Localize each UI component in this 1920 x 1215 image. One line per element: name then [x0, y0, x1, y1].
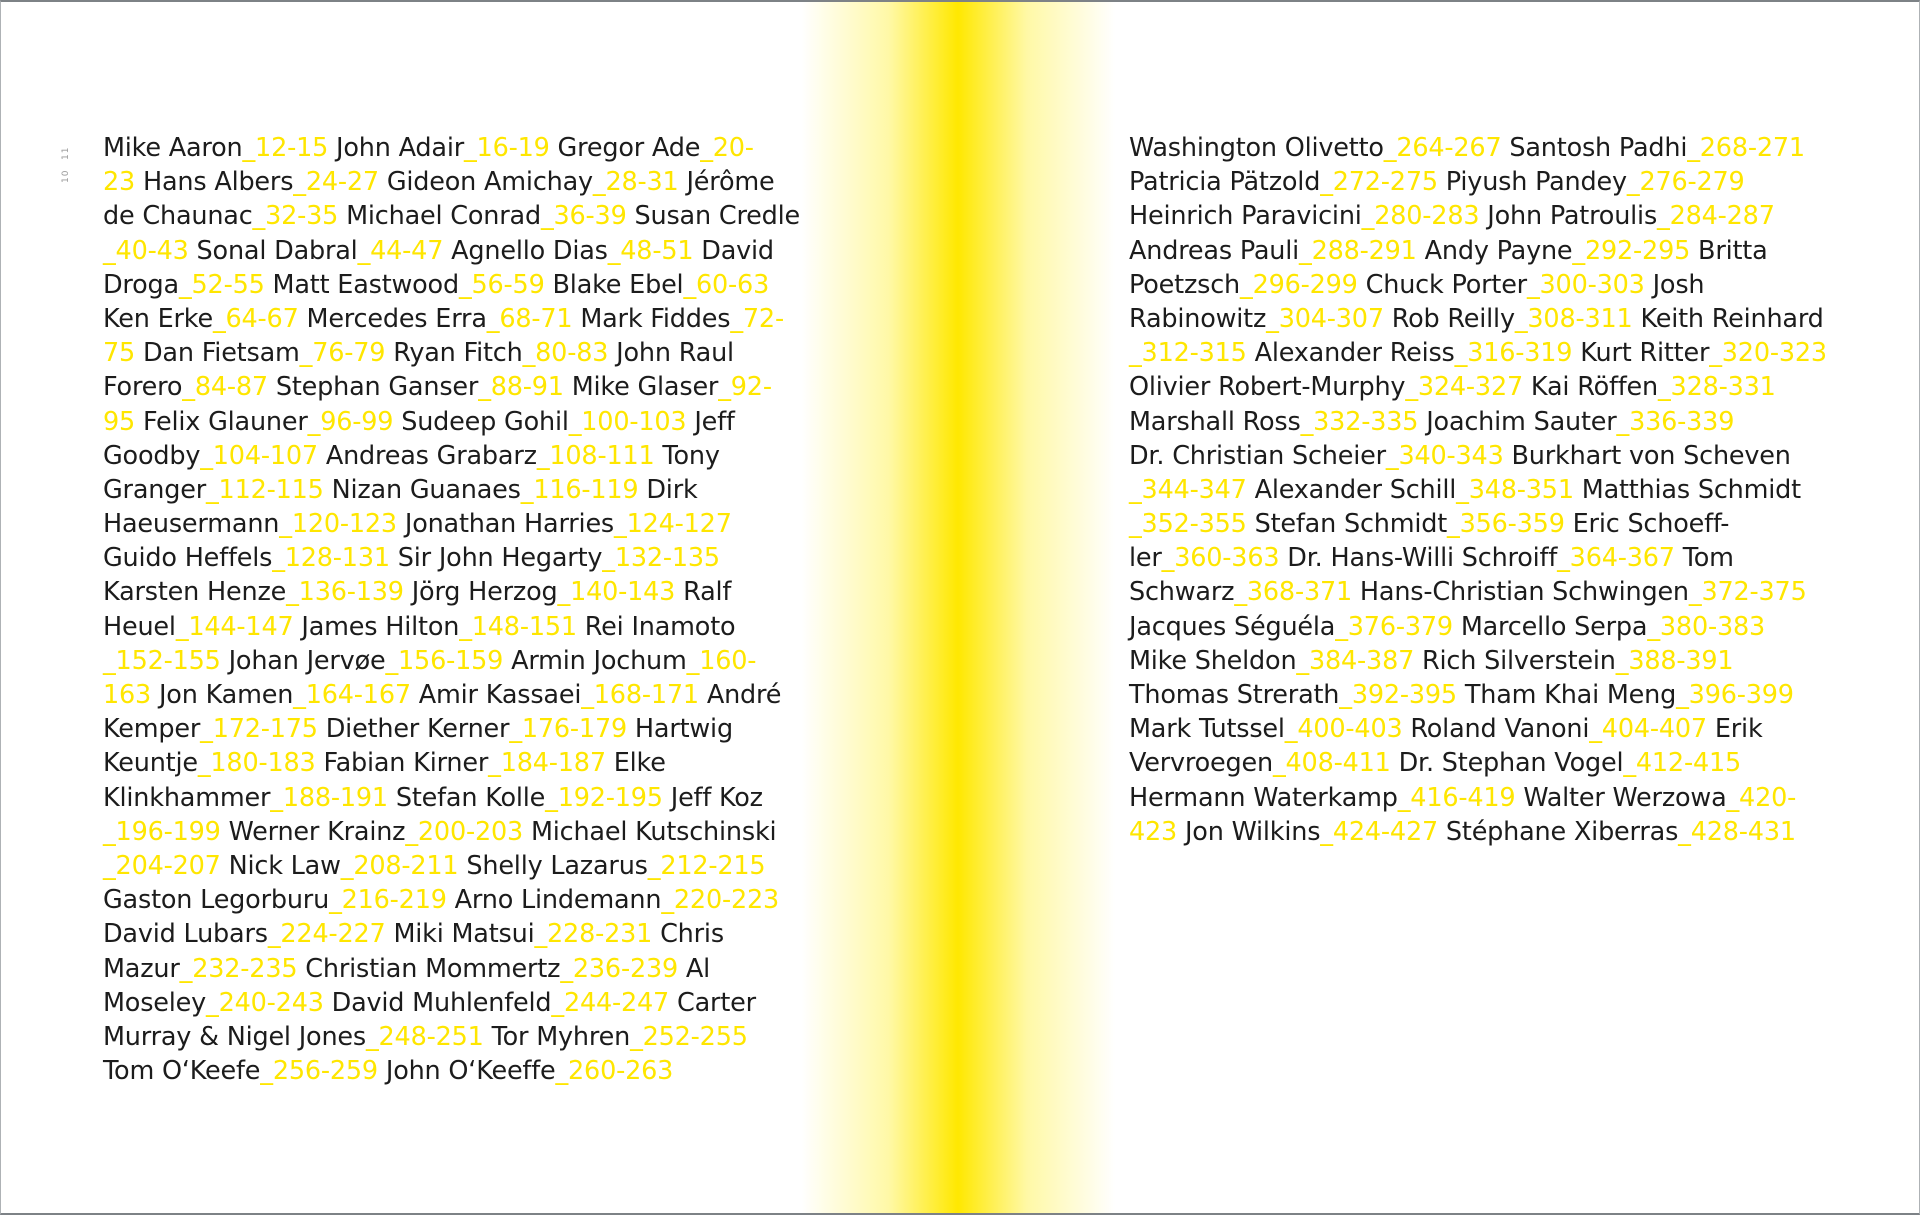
contributor-name: Rabinowitz	[1129, 303, 1267, 334]
contributor-name: Ken Erke	[103, 303, 213, 334]
contributor-name: Murray & Nigel Jones	[103, 1021, 366, 1052]
contributor-name: Diether Kerner	[317, 714, 510, 745]
left-index-line	[103, 131, 793, 165]
contributor-name: Christian Mommertz	[297, 953, 561, 984]
page-range: _348-351	[1456, 474, 1574, 505]
right-index-line	[1129, 678, 1829, 712]
contributor-name: John Patroulis	[1479, 201, 1658, 232]
page-range: _228-231	[534, 919, 653, 950]
contributor-name: Mike Sheldon	[1129, 645, 1297, 676]
page-number-right: 11	[61, 146, 71, 160]
page-folio	[61, 136, 75, 186]
contributor-name: Marshall Ross	[1129, 406, 1301, 437]
yellow-gutter-gradient	[801, 2, 1115, 1213]
contributor-name: Armin Jochum	[503, 645, 687, 676]
page-range: _96-99	[307, 406, 394, 437]
page-range: _16-19	[464, 133, 550, 163]
page-range: _40-43	[103, 235, 189, 266]
contributor-name: Guido Heffels	[103, 543, 273, 574]
right-index-line	[1129, 302, 1829, 336]
contributor-name: Mike Aaron	[103, 133, 243, 163]
contributor-name: Ryan Fitch	[385, 338, 523, 369]
contributor-name: Alexander Schill	[1246, 474, 1457, 505]
contributor-name: Shelly Lazarus	[458, 850, 648, 881]
page-range: _64-67	[212, 303, 299, 334]
page-range: _92-	[718, 372, 772, 403]
contributor-name: Vervroegen	[1129, 748, 1273, 779]
contributor-name: Ralf	[675, 577, 732, 608]
contributor-name: Sudeep Gohil	[393, 406, 569, 437]
page-range: _144-147	[175, 611, 294, 642]
page-range: _200-203	[405, 816, 524, 847]
contributor-name: Heuel	[103, 611, 176, 642]
contributor-name: Alexander Reiss	[1246, 338, 1455, 369]
page-range: _408-411	[1272, 748, 1391, 779]
page-range: _48-51	[607, 235, 694, 266]
page-range: _324-327	[1405, 372, 1524, 403]
page-range: _124-127	[614, 509, 732, 540]
contributor-name: Josh	[1644, 269, 1705, 300]
contributor-name: Kemper	[103, 714, 201, 745]
page-range: _368-371	[1234, 577, 1353, 608]
contributor-name: John Raul	[608, 338, 734, 369]
page-range: _160-	[686, 645, 757, 676]
page-range: _44-47	[357, 235, 444, 266]
contributor-name: Jon Wilkins	[1177, 816, 1321, 847]
contributor-name: Rei Inamoto	[576, 611, 736, 642]
page-range: _332-335	[1300, 406, 1419, 437]
page-range: _392-395	[1339, 680, 1457, 710]
contributor-name: Kai Röffen	[1523, 372, 1658, 403]
page-range: _56-59	[458, 269, 545, 300]
contributor-name: Fabian Kirner	[315, 748, 489, 779]
page-range: _344-347	[1129, 474, 1247, 505]
contributor-name: Stefan Kolle	[387, 782, 546, 813]
page-range: _72-	[730, 303, 784, 334]
contributor-name: Sonal Dabral	[188, 235, 358, 266]
contributor-name: Michael Conrad	[338, 201, 541, 232]
contributor-name: Dr. Hans-Willi Schroiff	[1279, 543, 1558, 574]
page-range: _248-251	[365, 1021, 484, 1052]
contributor-name: Susan Credle	[626, 201, 801, 232]
contributor-name: Andreas Grabarz	[317, 440, 537, 471]
left-index-line	[103, 165, 793, 199]
contributor-name: Moseley	[103, 987, 207, 1018]
contributor-name: Tham Khai Meng	[1456, 680, 1677, 710]
left-index-line	[103, 336, 793, 370]
contributor-name: Werner Krainz	[220, 816, 406, 847]
contributor-name: Patricia Pätzold	[1129, 167, 1321, 198]
right-index-line	[1129, 781, 1829, 815]
page-range: _176-179	[509, 714, 628, 745]
contributor-name: Poetzsch	[1129, 269, 1241, 300]
contributor-name: Nick Law	[220, 850, 341, 881]
page-range: _224-227	[267, 919, 386, 950]
contributor-name: Tom	[1674, 543, 1734, 574]
page-range: _312-315	[1129, 338, 1247, 369]
page-range: _152-155	[103, 645, 221, 676]
right-index-line	[1129, 610, 1829, 644]
page-range: _28-31	[592, 167, 679, 198]
page-range: 75	[103, 338, 136, 369]
left-index-line	[103, 575, 793, 609]
contributor-name: Burkhart von Scheven	[1503, 440, 1791, 471]
contributor-name: ler	[1129, 543, 1162, 574]
contributor-name: Rob Reilly	[1383, 303, 1515, 334]
left-index-line	[103, 507, 793, 541]
page-range: _300-303	[1526, 269, 1645, 300]
page-range: _32-35	[252, 201, 339, 232]
page-range: _404-407	[1589, 714, 1707, 745]
contributor-name: Dr. Stephan Vogel	[1390, 748, 1624, 779]
left-index-line	[103, 234, 793, 268]
contributor-name: Stéphane Xiberras	[1438, 816, 1679, 847]
page-range: _76-79	[299, 338, 386, 369]
page-range: _284-287	[1657, 201, 1775, 232]
left-index-line	[103, 439, 793, 473]
contributor-name: Hartwig	[627, 714, 733, 745]
page-range: _208-211	[340, 850, 459, 881]
page-range: _304-307	[1266, 303, 1384, 334]
right-index-line	[1129, 575, 1829, 609]
page-range: _104-107	[200, 440, 318, 471]
right-index-line	[1129, 370, 1829, 404]
left-index-line	[103, 883, 793, 917]
page-range: _120-123	[279, 509, 397, 540]
contributor-name: Elke	[605, 748, 666, 779]
page-range: _416-419	[1397, 782, 1516, 813]
contributor-name: Joachim Sauter	[1418, 406, 1617, 437]
contributor-name: Gregor Ade	[549, 133, 701, 163]
contributor-name: Stefan Schmidt	[1246, 509, 1448, 540]
page-range: _20-	[700, 133, 754, 163]
left-index-line	[103, 199, 801, 233]
contributor-name: Walter Werzowa	[1515, 782, 1727, 813]
page-range: _140-143	[557, 577, 676, 608]
page-range: _396-399	[1676, 680, 1794, 710]
right-index-line	[1129, 439, 1829, 473]
left-index-line	[103, 541, 793, 575]
page-range: _412-415	[1623, 748, 1742, 779]
page-range: _148-151	[459, 611, 577, 642]
left-index-line	[103, 1054, 793, 1088]
page-range: _220-223	[661, 885, 780, 916]
contributor-name: Felix Glauner	[135, 406, 308, 437]
contributor-name: Piyush Pandey	[1437, 167, 1627, 198]
contributor-name: David Muhlenfeld	[323, 987, 552, 1018]
contributor-name: Jérôme	[678, 167, 775, 198]
page-range: _108-111	[536, 440, 655, 471]
contributor-name: Andy Payne	[1416, 235, 1573, 266]
right-index-line	[1129, 268, 1829, 302]
contributor-name: Jonathan Harries	[396, 509, 615, 540]
contributor-name: Tor Myhren	[483, 1021, 631, 1052]
page-range: _316-319	[1454, 338, 1573, 369]
left-index-line	[103, 849, 793, 883]
left-index-line	[103, 712, 793, 746]
page-range: _376-379	[1335, 611, 1453, 642]
contributor-name: Karsten Henze	[103, 577, 287, 608]
right-index-line	[1129, 336, 1829, 370]
page-range: _276-279	[1626, 167, 1745, 198]
right-index-line	[1129, 405, 1829, 439]
left-index-line	[103, 268, 793, 302]
page-range: _424-427	[1320, 816, 1438, 847]
page-range: _240-243	[206, 987, 324, 1018]
contributor-name: Thomas Strerath	[1129, 680, 1340, 710]
page-range: _192-195	[545, 782, 663, 813]
contributor-name: Marcello Serpa	[1452, 611, 1648, 642]
left-index-line	[103, 370, 793, 404]
contributor-name: Gideon Amichay	[378, 167, 593, 198]
page-range: _68-71	[486, 303, 573, 334]
contributor-name: Agnello Dias	[443, 235, 608, 266]
page-range: _116-119	[520, 474, 639, 505]
contributor-name: Chuck Porter	[1357, 269, 1527, 300]
contributor-name: John O‘Keeffe	[377, 1056, 556, 1087]
contributor-name: Andreas Pauli	[1129, 235, 1300, 266]
contributor-name: André	[698, 680, 782, 710]
contributor-name: Roland Vanoni	[1402, 714, 1590, 745]
page-range: _244-247	[551, 987, 670, 1018]
left-index-line	[103, 405, 793, 439]
right-index-line	[1129, 746, 1829, 780]
page-range: _172-175	[200, 714, 318, 745]
left-index-line	[103, 952, 793, 986]
left-page-index-text	[103, 131, 801, 1088]
page-range: _372-375	[1688, 577, 1807, 608]
contributor-name: Mark Tutssel	[1129, 714, 1285, 745]
page-range: _296-299	[1240, 269, 1358, 300]
contributor-name: Hans Albers	[135, 167, 294, 198]
contributor-name: Dan Fietsam	[135, 338, 300, 369]
contributor-name: Santosh Padhi	[1501, 133, 1688, 163]
page-range: _204-207	[103, 850, 221, 881]
page-range: _24-27	[293, 167, 379, 198]
contributor-name: Granger	[103, 474, 206, 505]
contributor-name: Johan Jervøe	[220, 645, 386, 676]
page-range: _256-259	[260, 1056, 378, 1087]
left-index-line	[103, 1020, 793, 1054]
page-range: _132-135	[602, 543, 720, 574]
right-index-line	[1129, 815, 1829, 849]
left-index-line	[103, 746, 793, 780]
page-range: 423	[1129, 816, 1178, 847]
right-index-line	[1129, 131, 1829, 165]
page-range: _272-275	[1320, 167, 1438, 198]
contributor-name: Jacques Séguéla	[1129, 611, 1336, 642]
page-range: _260-263	[555, 1056, 674, 1087]
left-index-line	[103, 986, 793, 1020]
contributor-name: Dirk	[638, 474, 698, 505]
page-range: _288-291	[1299, 235, 1417, 266]
page-range: _384-387	[1296, 645, 1415, 676]
page-range: _52-55	[178, 269, 265, 300]
page-range: _216-219	[329, 885, 447, 916]
contributor-name: Hermann Waterkamp	[1129, 782, 1398, 813]
page-range: _84-87	[182, 372, 268, 403]
contributor-name: Britta	[1690, 235, 1768, 266]
contributor-name: Schwarz	[1129, 577, 1235, 608]
page-range: _388-391	[1615, 645, 1734, 676]
contributor-name: Klinkhammer	[103, 782, 271, 813]
contributor-name: Carter	[669, 987, 756, 1018]
contributor-name: Tom O‘Keefe	[103, 1056, 261, 1087]
contributor-name: Dr. Christian Scheier	[1129, 440, 1386, 471]
contributor-name: Goodby	[103, 440, 201, 471]
page-range: _320-323	[1709, 338, 1827, 369]
contributor-name: Keuntje	[103, 748, 198, 779]
page-range: _60-63	[683, 269, 770, 300]
page-range: _364-367	[1557, 543, 1675, 574]
contributor-name: Amir Kassaei	[410, 680, 582, 710]
right-index-line	[1129, 644, 1829, 678]
page-range: _232-235	[179, 953, 298, 984]
page-range: _188-191	[270, 782, 388, 813]
contributor-name: Jon Kamen	[151, 680, 294, 710]
page-range: _12-15	[242, 133, 329, 163]
page-range: _280-283	[1361, 201, 1480, 232]
page-range: _196-199	[103, 816, 221, 847]
contributor-name: Stephan Ganser	[267, 372, 479, 403]
contributor-name: Hans-Christian Schwingen	[1352, 577, 1689, 608]
contributor-name: Rich Silverstein	[1414, 645, 1616, 676]
contributor-name: Eric Schoeff-	[1564, 509, 1730, 540]
page-range: _112-115	[206, 474, 324, 505]
contributor-name: John Adair	[328, 133, 464, 163]
page-range: _340-343	[1385, 440, 1504, 471]
page-range: _400-403	[1284, 714, 1403, 745]
page-range: _268-271	[1687, 133, 1805, 163]
page-range: _128-131	[272, 543, 390, 574]
page-range: _428-431	[1678, 816, 1796, 847]
contributor-name: Blake Ebel	[544, 269, 684, 300]
contributor-name: Matt Eastwood	[264, 269, 459, 300]
right-page-index-text	[1129, 131, 1829, 849]
page-range: 23	[103, 167, 136, 198]
left-index-line	[103, 678, 793, 712]
page-range: _184-187	[488, 748, 606, 779]
page-range: _360-363	[1161, 543, 1280, 574]
contributor-name: Mercedes Erra	[298, 303, 487, 334]
contributor-name: Michael Kutschinski	[523, 816, 777, 847]
right-index-line	[1129, 507, 1829, 541]
page-range: _100-103	[568, 406, 687, 437]
left-index-line	[103, 815, 793, 849]
page-range: _36-39	[540, 201, 627, 232]
left-index-line	[103, 473, 793, 507]
contributor-name: Miki Matsui	[385, 919, 535, 950]
contributor-name: Kurt Ritter	[1572, 338, 1710, 369]
contributor-name: Jeff Koz	[662, 782, 763, 813]
page-range: _352-355	[1129, 509, 1247, 540]
contributor-name: Arno Lindemann	[446, 885, 662, 916]
contributor-name: David Lubars	[103, 919, 268, 950]
page-range: _380-383	[1647, 611, 1766, 642]
contributor-name: Mike Glaser	[563, 372, 719, 403]
page-range: _80-83	[522, 338, 609, 369]
page-range: _336-339	[1616, 406, 1735, 437]
page-range: _212-215	[647, 850, 766, 881]
page-range: _156-159	[385, 645, 504, 676]
contributor-name: de Chaunac	[103, 201, 253, 232]
page-range: _88-91	[478, 372, 564, 403]
contributor-name: Washington Olivetto	[1129, 133, 1384, 163]
page-range: _420-	[1726, 782, 1797, 813]
left-index-line	[103, 917, 793, 951]
right-index-line	[1129, 234, 1829, 268]
contributor-name: Haeusermann	[103, 509, 280, 540]
left-index-line	[103, 781, 793, 815]
right-index-line	[1129, 712, 1829, 746]
page-range: _236-239	[560, 953, 679, 984]
contributor-name: Nizan Guanaes	[323, 474, 521, 505]
contributor-name: Mark Fiddes	[572, 303, 731, 334]
contributor-name: James Hilton	[293, 611, 460, 642]
page-range: _136-139	[286, 577, 404, 608]
page-range: _308-311	[1514, 303, 1633, 334]
contributor-name: Droga	[103, 269, 179, 300]
page-range: _328-331	[1658, 372, 1776, 403]
right-index-line	[1129, 199, 1829, 233]
contributor-name: Al	[678, 953, 711, 984]
page-range: _252-255	[630, 1021, 748, 1052]
contributor-name: Jörg Herzog	[403, 577, 558, 608]
contributor-name: David	[693, 235, 774, 266]
contributor-name: Forero	[103, 372, 183, 403]
page-range: _168-171	[581, 680, 699, 710]
contributor-name: Erik	[1706, 714, 1763, 745]
contributor-name: Gaston Legorburu	[103, 885, 330, 916]
page-range: _292-295	[1572, 235, 1691, 266]
right-index-line	[1129, 165, 1829, 199]
page-range: _356-359	[1447, 509, 1565, 540]
page-range: _180-183	[197, 748, 316, 779]
page-range: _264-267	[1383, 133, 1502, 163]
right-index-line	[1129, 541, 1829, 575]
left-index-line	[103, 302, 793, 336]
left-index-line	[103, 644, 793, 678]
contributor-name: Mazur	[103, 953, 180, 984]
page-range: 163	[103, 680, 152, 710]
contributor-name: Matthias Schmidt	[1573, 474, 1801, 505]
contributor-name: Chris	[652, 919, 724, 950]
page-range: _164-167	[293, 680, 411, 710]
contributor-name: Sir John Hegarty	[389, 543, 603, 574]
left-index-line	[103, 610, 793, 644]
page-number-left: 10	[61, 169, 71, 183]
page-range: 95	[103, 406, 136, 437]
contributor-name: Keith Reinhard	[1632, 303, 1824, 334]
contributor-name: Tony	[654, 440, 720, 471]
contributor-name: Olivier Robert-Murphy	[1129, 372, 1406, 403]
right-index-line	[1129, 473, 1829, 507]
contributor-name: Heinrich Paravicini	[1129, 201, 1362, 232]
contributor-name: Jeff	[686, 406, 735, 437]
